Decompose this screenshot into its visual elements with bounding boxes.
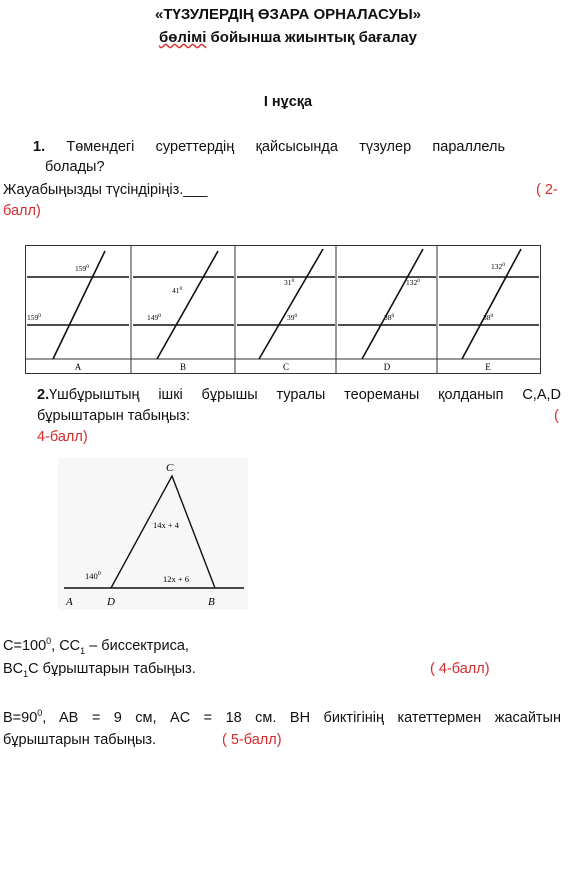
q4-line2: бұрыштарын табыңыз. — [3, 732, 157, 748]
q4-points: ( 5-балл) — [222, 732, 282, 748]
panel-e — [439, 249, 539, 372]
q3-subscript1: 1 — [80, 645, 86, 656]
panel-b-angle-bottom: $149^0$ — [147, 313, 161, 322]
panel-a — [27, 251, 129, 372]
panel-a-angle-bottom: $159^0$ — [27, 313, 41, 322]
q3-subscript2: 1 — [23, 668, 29, 679]
q2-number: 2. — [37, 387, 50, 403]
q2-points-b: 4-балл) — [37, 429, 88, 445]
q3-line1 — [3, 637, 189, 656]
q1-points-line1: ( 2- — [536, 182, 558, 198]
panel-e-label: E — [485, 362, 491, 372]
figure1-frame — [26, 246, 541, 374]
q3-angle-value: C=100 — [3, 638, 47, 654]
panel-e-angle-top: $132^0$ — [491, 262, 505, 271]
q3-points: ( 4-балл) — [430, 661, 490, 677]
vertex-b: B — [208, 596, 215, 608]
parallel-lines-figure — [25, 245, 541, 375]
q4-line1 — [3, 709, 561, 728]
q2-points-a: ( — [554, 408, 559, 424]
q1-prompt-text: Жауабыңызды түсіндіріңіз. — [3, 182, 184, 198]
vertex-a: A — [66, 596, 73, 608]
triangle-figure — [58, 458, 248, 610]
q2-text-line2: бұрыштарын табыңыз: — [37, 408, 191, 424]
q3-angle-name: BC — [3, 661, 24, 677]
q1-text-line1 — [33, 138, 505, 157]
panel-d-label: D — [383, 362, 391, 372]
answer-blank[interactable]: ___ — [183, 182, 208, 198]
vertex-d: D — [107, 596, 115, 608]
q3-segment: , CC — [51, 638, 81, 654]
page-title: «ТҮЗУЛЕРДІҢ ӨЗАРА ОРНАЛАСУЫ» — [155, 6, 421, 23]
page-subtitle — [0, 29, 576, 46]
figure2-background — [58, 458, 248, 610]
panel-b-label: B — [179, 362, 187, 372]
q4-given: , AB = 9 см, AC = 18 см. ВН биктігінің катеттермен жасайтын — [42, 710, 561, 726]
q3-bisector: – биссектриса, — [85, 638, 189, 654]
q1-text-line2: болады? — [45, 159, 105, 175]
panel-d-angle-bottom: $38^0$ — [384, 313, 395, 322]
q3-task: C бұрыштарын табыңыз. — [28, 661, 196, 677]
panel-a-angle-top: $159^0$ — [75, 264, 89, 273]
subtitle-word: бөлімі — [158, 29, 207, 46]
panel-b-angle-top: $41^0$ — [172, 286, 183, 295]
q4-angle-value: B=90 — [3, 710, 38, 726]
panel-c-label: C — [282, 362, 290, 372]
q3-degree: 0 — [46, 636, 52, 647]
angle-c-expression: 14x + 4 — [153, 520, 180, 530]
angle-b-expression: 12x + 6 — [163, 574, 190, 584]
panel-c — [237, 249, 335, 372]
q2-text1: Үшбұрыштың ішкі бұрышы туралы теореманы қолданып C,A,D — [49, 387, 561, 403]
q3-line2 — [3, 660, 196, 679]
panel-c-angle-top: $31^0$ — [284, 278, 295, 287]
q2-text-line1 — [37, 386, 561, 405]
q4-degree: 0 — [37, 708, 43, 719]
q1-points-line2: балл) — [3, 203, 41, 219]
subtitle-rest: бойынша жиынтық бағалау — [206, 29, 418, 46]
q1-text1: Төмендегі суреттердің қайсысында түзулер параллель — [66, 139, 505, 155]
panel-d-angle-top: $132^0$ — [406, 278, 420, 287]
vertex-c: C — [166, 462, 174, 474]
panel-e-angle-bottom: $38^0$ — [483, 313, 494, 322]
q1-prompt — [3, 181, 207, 200]
panel-d — [338, 249, 436, 372]
panel-a-label: A — [74, 362, 82, 372]
panel-b — [133, 251, 234, 372]
variant-label: I нұсқа — [263, 94, 313, 110]
q1-number: 1. — [33, 139, 46, 155]
panel-c-angle-bottom: $39^0$ — [287, 313, 298, 322]
exterior-angle: $140^0$ — [85, 571, 101, 581]
